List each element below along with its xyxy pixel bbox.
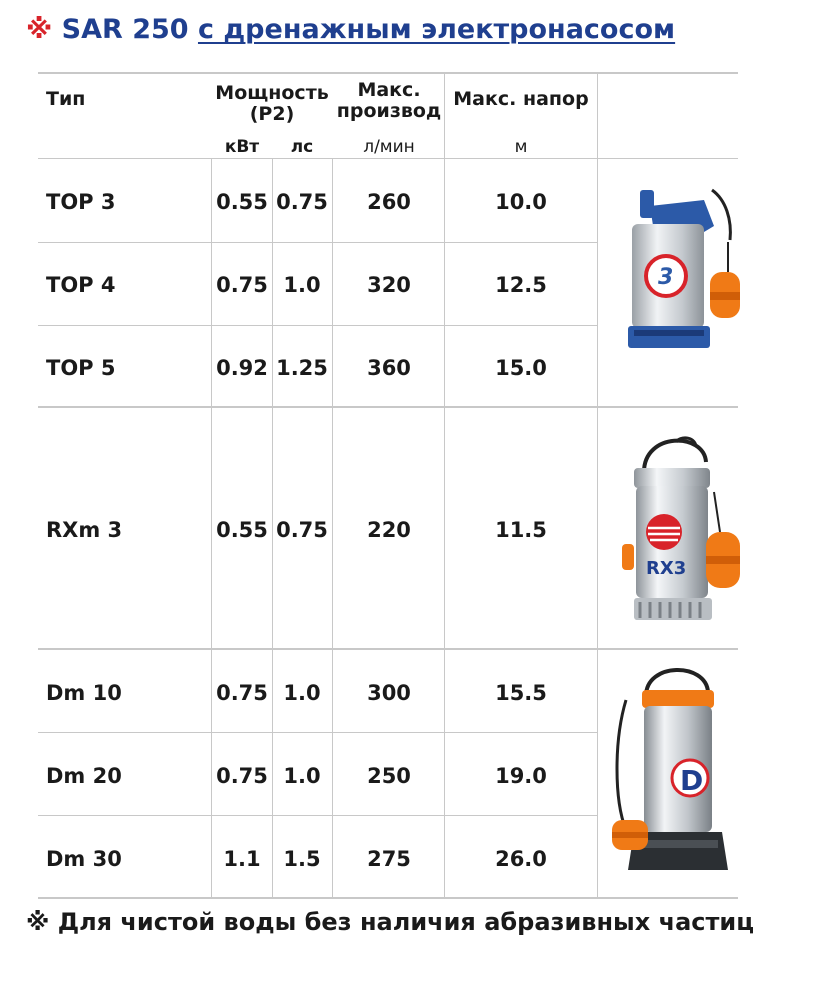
table-bottom-border [38,897,738,899]
row-flow: 250 [367,764,411,788]
dm-pump-image [606,660,746,882]
row-flow: 320 [367,273,411,297]
row-flow: 220 [367,518,411,542]
row-flow: 360 [367,356,411,380]
row-head: 15.0 [495,356,547,380]
footer-text: Для чистой воды без наличия абразивных частиц [57,908,755,936]
row-kw: 0.75 [216,681,268,705]
unit-head: м [514,137,528,157]
footer-mark: ※ [26,908,50,936]
row-type: TOP 5 [46,356,116,380]
row-kw: 0.92 [216,356,268,380]
row-type: Dm 10 [46,681,122,705]
column-divider [597,73,598,898]
row-divider [38,732,597,733]
unit-flow: л/мин [363,137,415,157]
title-subtitle: с дренажным электронасосом [197,14,676,45]
row-hp: 1.0 [283,681,321,705]
row-kw: 0.75 [216,764,268,788]
unit-kw: кВт [224,137,260,157]
row-flow: 275 [367,847,411,871]
row-head: 19.0 [495,764,547,788]
row-head: 15.5 [495,681,547,705]
unit-hp: лс [290,137,314,157]
reference-mark: ※ [26,14,53,45]
header-head: Макс. напор [453,88,589,110]
table-top-border [38,72,738,74]
row-head: 26.0 [495,847,547,871]
row-kw: 1.1 [223,847,261,871]
row-kw: 0.55 [216,518,268,542]
svg-text:RX3: RX3 [646,558,687,579]
group-divider-1 [38,406,738,408]
row-divider [38,325,597,326]
header-divider [38,158,738,159]
top-pump-image [614,180,744,360]
row-head: 11.5 [495,518,547,542]
header-type: Тип [46,88,86,110]
row-type: Dm 30 [46,847,122,871]
row-head: 10.0 [495,190,547,214]
row-head: 12.5 [495,273,547,297]
row-kw: 0.55 [216,190,268,214]
rx-pump-image [614,432,744,630]
page-title [26,14,675,45]
row-type: TOP 4 [46,273,116,297]
header-flow: Макс. производ [336,79,442,122]
row-type: TOP 3 [46,190,116,214]
footer-note [26,908,754,936]
row-hp: 0.75 [276,518,328,542]
row-kw: 0.75 [216,273,268,297]
row-hp: 0.75 [276,190,328,214]
header-power: Мощность (P2) [215,82,329,125]
model-name: SAR 250 [61,14,189,45]
row-type: RXm 3 [46,518,123,542]
row-divider [38,242,597,243]
group-divider-2 [38,648,738,650]
row-flow: 260 [367,190,411,214]
svg-text:3: 3 [658,265,674,290]
svg-text:D: D [680,764,704,797]
column-divider [332,158,333,898]
row-flow: 300 [367,681,411,705]
row-hp: 1.0 [283,273,321,297]
row-divider [38,815,597,816]
row-hp: 1.0 [283,764,321,788]
row-hp: 1.5 [283,847,321,871]
row-hp: 1.25 [276,356,328,380]
column-divider [444,73,445,898]
row-type: Dm 20 [46,764,122,788]
